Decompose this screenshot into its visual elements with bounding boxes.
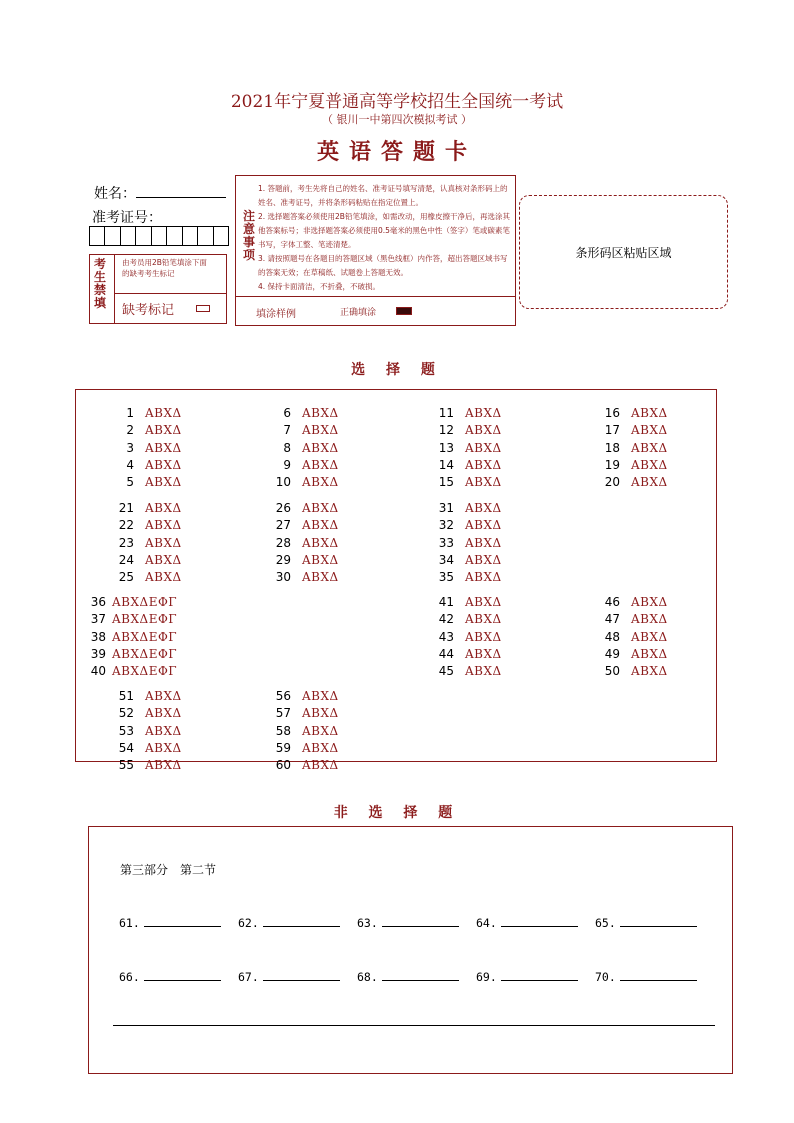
mc-options[interactable]: ΑΒΧΔ <box>631 629 668 644</box>
mc-question-number: 44 <box>438 646 454 661</box>
mc-question-row[interactable] <box>420 611 502 628</box>
mc-question-row[interactable] <box>586 422 668 439</box>
mc-question-row[interactable] <box>100 740 182 757</box>
blank-item[interactable] <box>595 916 697 930</box>
name-label: 姓名： <box>94 185 136 201</box>
mc-question-row[interactable] <box>100 500 182 517</box>
blank-answer-line[interactable] <box>144 917 221 927</box>
mc-question-row[interactable] <box>257 757 339 774</box>
correct-fill-sample <box>396 307 412 315</box>
mc-options[interactable]: ΑΒΧΔ <box>631 595 668 609</box>
absent-note: 由考员用2B铅笔填涂下面的缺考考生标记 <box>122 258 207 278</box>
mc-options[interactable]: ΑΒΧΔΕΦΓ <box>112 664 178 679</box>
blank-item[interactable] <box>357 916 459 930</box>
mc-question-number: 34 <box>438 552 454 567</box>
mc-options[interactable]: ΑΒΧΔ <box>631 423 668 438</box>
mc-question-number: 22 <box>118 518 134 533</box>
mc-question-row[interactable] <box>257 535 339 552</box>
blank-number: 61. <box>119 916 140 930</box>
mc-question-number: 31 <box>438 501 454 515</box>
blank-item[interactable] <box>357 970 459 984</box>
mc-question-number: 20 <box>604 475 620 490</box>
mc-question-number: 56 <box>275 689 291 703</box>
mc-options[interactable]: ΑΒΧΔ <box>145 501 182 515</box>
mc-question-number: 33 <box>438 535 454 550</box>
exam-subtitle: （ 银川一中第四次模拟考试 ） <box>322 113 472 126</box>
mc-question-row[interactable] <box>257 457 339 474</box>
mc-question-row[interactable] <box>64 594 177 611</box>
mc-question-row[interactable] <box>64 646 177 663</box>
mc-question-number: 52 <box>118 706 134 721</box>
mc-options[interactable]: ΑΒΧΔ <box>465 518 502 533</box>
mc-question-row[interactable] <box>100 457 182 474</box>
mc-question-number: 54 <box>118 740 134 755</box>
mc-options[interactable]: ΑΒΧΔ <box>145 689 182 703</box>
name-field[interactable] <box>136 184 226 198</box>
blank-item[interactable] <box>595 970 697 984</box>
mc-question-number: 32 <box>438 518 454 533</box>
mc-question-number: 2 <box>126 423 134 438</box>
mc-question-number: 60 <box>275 758 291 773</box>
mc-question-row[interactable] <box>257 705 339 722</box>
mc-options[interactable]: ΑΒΧΔ <box>145 552 182 567</box>
fill-by-label: 考生禁填 <box>93 257 106 310</box>
id-digit-box[interactable] <box>167 227 182 245</box>
mc-question-row[interactable] <box>586 663 668 680</box>
mc-options[interactable]: ΑΒΧΔ <box>145 570 182 585</box>
mc-question-row[interactable] <box>586 611 668 628</box>
mc-question-number: 55 <box>118 758 134 773</box>
id-digit-box[interactable] <box>152 227 167 245</box>
blank-answer-line[interactable] <box>620 917 697 927</box>
mc-question-row[interactable] <box>420 569 502 586</box>
mc-question-number: 36 <box>90 595 106 609</box>
blank-number: 70. <box>595 970 616 984</box>
mc-options[interactable]: ΑΒΧΔ <box>302 501 339 515</box>
mc-question-number: 59 <box>275 740 291 755</box>
blank-item[interactable] <box>238 970 340 984</box>
mc-question-number: 53 <box>118 723 134 738</box>
id-number-boxes[interactable] <box>89 226 229 246</box>
mc-question-row[interactable] <box>420 405 502 422</box>
mc-question-row[interactable] <box>420 422 502 439</box>
mc-question-number: 45 <box>438 664 454 679</box>
note-item: 2. 选择题答案必须使用2B铅笔填涂，如需改动，用橡皮擦干净后，再选涂其他答案标号；非选择题答案必须使用0.5毫米的黑色中性（签字）笔或碳素笔书写，字体工整、笔迹清楚。 <box>258 212 510 249</box>
mc-options[interactable]: ΑΒΧΔ <box>302 535 339 550</box>
blank-answer-line[interactable] <box>501 917 578 927</box>
notes-heading: 注意事项 <box>242 209 255 262</box>
id-digit-box[interactable] <box>198 227 213 245</box>
mc-question-row[interactable] <box>257 688 339 705</box>
mc-options[interactable]: ΑΒΧΔ <box>302 758 339 773</box>
mc-question-number: 14 <box>438 457 454 472</box>
mc-question-number: 51 <box>118 689 134 703</box>
nmc-section-title: 非 选 择 题 <box>333 805 461 821</box>
blank-item[interactable] <box>119 916 221 930</box>
mc-question-number: 10 <box>275 475 291 490</box>
mc-options[interactable]: ΑΒΧΔ <box>465 406 502 420</box>
mc-question-row[interactable] <box>257 517 339 534</box>
mc-question-number: 21 <box>118 501 134 515</box>
mc-options[interactable]: ΑΒΧΔ <box>302 423 339 438</box>
mc-options[interactable]: ΑΒΧΔ <box>145 475 182 490</box>
barcode-label: 条形码区粘贴区域 <box>575 245 672 260</box>
mc-question-row[interactable] <box>257 740 339 757</box>
writing-line[interactable] <box>113 1025 715 1026</box>
mc-question-row[interactable] <box>64 663 177 680</box>
mc-options[interactable]: ΑΒΧΔ <box>631 612 668 627</box>
mc-question-number: 3 <box>126 440 134 455</box>
mc-question-number: 27 <box>275 518 291 533</box>
card-title: 英语答题卡 <box>316 139 477 165</box>
mc-options[interactable]: ΑΒΧΔ <box>465 457 502 472</box>
mc-question-row[interactable] <box>420 663 502 680</box>
mc-options[interactable]: ΑΒΧΔ <box>465 629 502 644</box>
blank-number: 63. <box>357 916 378 930</box>
mc-options[interactable]: ΑΒΧΔ <box>465 440 502 455</box>
notes-box <box>235 175 516 326</box>
mc-question-number: 9 <box>283 457 291 472</box>
mc-question-number: 39 <box>90 646 106 661</box>
mc-options[interactable]: ΑΒΧΔ <box>145 457 182 472</box>
mc-question-row[interactable] <box>420 535 502 552</box>
mc-question-number: 25 <box>118 570 134 585</box>
note-item: 1. 答题前，考生先将自己的姓名、准考证号填写清楚，认真核对条形码上的姓名、准考证号，并将条形码粘贴在指定位置上。 <box>258 184 508 207</box>
mc-question-row[interactable] <box>100 705 182 722</box>
blank-answer-line[interactable] <box>501 971 578 981</box>
mc-question-number: 23 <box>118 535 134 550</box>
blank-answer-line[interactable] <box>620 971 697 981</box>
mc-question-number: 5 <box>126 475 134 490</box>
mc-options[interactable]: ΑΒΧΔ <box>145 758 182 773</box>
mc-question-number: 26 <box>275 501 291 515</box>
mc-question-row[interactable] <box>420 629 502 646</box>
note-item: 3. 请按照题号在各题目的答题区域（黑色线框）内作答，超出答题区域书写的答案无效；在草稿纸、试题卷上答题无效。 <box>258 254 508 277</box>
mc-question-row[interactable] <box>100 552 182 569</box>
mc-question-number: 49 <box>604 646 620 661</box>
mc-question-number: 28 <box>275 535 291 550</box>
mc-question-row[interactable] <box>100 517 182 534</box>
mc-options[interactable]: ΑΒΧΔ <box>145 406 182 420</box>
mc-options[interactable]: ΑΒΧΔ <box>465 570 502 585</box>
mc-options[interactable]: ΑΒΧΔ <box>465 552 502 567</box>
mc-question-row[interactable] <box>100 440 182 457</box>
mc-question-number: 6 <box>283 406 291 420</box>
mc-options[interactable]: ΑΒΧΔ <box>302 552 339 567</box>
mc-question-row[interactable] <box>100 569 182 586</box>
mc-question-row[interactable] <box>586 629 668 646</box>
blank-answer-line[interactable] <box>382 971 459 981</box>
mc-question-row[interactable] <box>64 629 177 646</box>
id-digit-box[interactable] <box>90 227 105 245</box>
mc-options[interactable]: ΑΒΧΔΕΦΓ <box>112 595 178 609</box>
blank-answer-line[interactable] <box>263 917 340 927</box>
blank-number: 64. <box>476 916 497 930</box>
mc-question-number: 43 <box>438 629 454 644</box>
mc-question-number: 47 <box>604 612 620 627</box>
mc-options[interactable]: ΑΒΧΔ <box>631 664 668 679</box>
mc-options[interactable]: ΑΒΧΔΕΦΓ <box>112 612 178 627</box>
part-label: 第三部分 第二节 <box>120 863 217 877</box>
mc-question-number: 12 <box>438 423 454 438</box>
mc-options[interactable]: ΑΒΧΔ <box>145 518 182 533</box>
mc-question-row[interactable] <box>586 457 668 474</box>
mc-question-number: 13 <box>438 440 454 455</box>
correct-label: 正确填涂 <box>340 308 377 318</box>
mc-question-row[interactable] <box>586 440 668 457</box>
mc-options[interactable]: ΑΒΧΔ <box>465 535 502 550</box>
mc-options[interactable]: ΑΒΧΔ <box>302 740 339 755</box>
mc-options[interactable]: ΑΒΧΔ <box>465 646 502 661</box>
mc-question-row[interactable] <box>420 474 502 491</box>
mc-options[interactable]: ΑΒΧΔ <box>302 706 339 721</box>
mc-question-number: 16 <box>604 406 620 420</box>
mc-question-row[interactable] <box>257 440 339 457</box>
id-digit-box[interactable] <box>136 227 151 245</box>
mc-options[interactable]: ΑΒΧΔ <box>302 518 339 533</box>
mc-options[interactable]: ΑΒΧΔ <box>465 423 502 438</box>
mc-question-number: 38 <box>90 629 106 644</box>
id-label: 准考证号： <box>92 209 162 225</box>
mc-question-row[interactable] <box>420 594 502 611</box>
mc-question-row[interactable] <box>257 474 339 491</box>
blank-item[interactable] <box>238 916 340 930</box>
mc-question-row[interactable] <box>64 611 177 628</box>
mc-question-number: 42 <box>438 612 454 627</box>
mc-options[interactable]: ΑΒΧΔ <box>302 406 339 420</box>
mc-options[interactable]: ΑΒΧΔ <box>302 475 339 490</box>
mc-options[interactable]: ΑΒΧΔ <box>145 535 182 550</box>
mc-question-number: 30 <box>275 570 291 585</box>
mc-options[interactable]: ΑΒΧΔ <box>631 475 668 490</box>
mc-question-number: 41 <box>438 595 454 609</box>
mc-options[interactable]: ΑΒΧΔ <box>145 740 182 755</box>
notes-list <box>258 182 510 292</box>
id-digit-box[interactable] <box>121 227 136 245</box>
absent-box <box>89 254 227 324</box>
mc-question-row[interactable] <box>257 405 339 422</box>
mc-question-number: 8 <box>283 440 291 455</box>
mc-question-number: 37 <box>90 612 106 627</box>
blank-item[interactable] <box>119 970 221 984</box>
mc-options[interactable]: ΑΒΧΔ <box>465 595 502 609</box>
absent-mark-box[interactable] <box>196 305 210 312</box>
mc-options[interactable]: ΑΒΧΔΕΦΓ <box>112 629 178 644</box>
blank-item[interactable] <box>476 916 578 930</box>
mc-options[interactable]: ΑΒΧΔ <box>631 406 668 420</box>
mc-question-number: 40 <box>90 664 106 679</box>
blank-number: 69. <box>476 970 497 984</box>
id-digit-box[interactable] <box>214 227 228 245</box>
mc-question-number: 7 <box>283 423 291 438</box>
mc-options[interactable]: ΑΒΧΔ <box>302 457 339 472</box>
mc-question-row[interactable] <box>257 422 339 439</box>
blank-number: 68. <box>357 970 378 984</box>
id-digit-box[interactable] <box>105 227 120 245</box>
mc-options[interactable]: ΑΒΧΔ <box>465 475 502 490</box>
mc-question-row[interactable] <box>100 723 182 740</box>
mc-question-number: 19 <box>604 457 620 472</box>
blank-answer-line[interactable] <box>263 971 340 981</box>
mc-options[interactable]: ΑΒΧΔ <box>302 570 339 585</box>
absent-mark-label: 缺考标记 <box>122 303 175 318</box>
mc-question-row[interactable] <box>100 422 182 439</box>
mc-options[interactable]: ΑΒΧΔ <box>145 723 182 738</box>
mc-question-number: 1 <box>126 406 134 420</box>
blank-number: 62. <box>238 916 259 930</box>
mc-question-number: 35 <box>438 570 454 585</box>
mc-question-row[interactable] <box>257 500 339 517</box>
mc-question-number: 46 <box>604 595 620 609</box>
mc-question-row[interactable] <box>420 440 502 457</box>
mc-question-row[interactable] <box>100 474 182 491</box>
mc-question-row[interactable] <box>420 500 502 517</box>
blank-answer-line[interactable] <box>382 917 459 927</box>
mc-options[interactable]: ΑΒΧΔ <box>302 689 339 703</box>
mc-options[interactable]: ΑΒΧΔ <box>145 440 182 455</box>
mc-options[interactable]: ΑΒΧΔ <box>631 646 668 661</box>
mc-options[interactable]: ΑΒΧΔ <box>145 706 182 721</box>
mc-question-number: 4 <box>126 457 134 472</box>
mc-options[interactable]: ΑΒΧΔ <box>631 457 668 472</box>
mc-options[interactable]: ΑΒΧΔ <box>465 612 502 627</box>
mc-question-row[interactable] <box>420 517 502 534</box>
mc-question-row[interactable] <box>420 552 502 569</box>
blank-number: 65. <box>595 916 616 930</box>
mc-question-row[interactable] <box>257 552 339 569</box>
barcode-area[interactable] <box>519 195 728 309</box>
mc-question-number: 15 <box>438 475 454 490</box>
mc-question-row[interactable] <box>420 457 502 474</box>
mc-question-number: 58 <box>275 723 291 738</box>
mc-question-row[interactable] <box>420 646 502 663</box>
mc-options[interactable]: ΑΒΧΔΕΦΓ <box>112 646 178 661</box>
mc-question-number: 24 <box>118 552 134 567</box>
mc-options[interactable]: ΑΒΧΔ <box>465 501 502 515</box>
mc-options[interactable]: ΑΒΧΔ <box>302 723 339 738</box>
mc-question-number: 57 <box>275 706 291 721</box>
blank-number: 67. <box>238 970 259 984</box>
mc-section-title: 选 择 题 <box>351 362 443 378</box>
mc-question-row[interactable] <box>586 405 668 422</box>
mc-question-row[interactable] <box>100 535 182 552</box>
mc-question-row[interactable] <box>100 757 182 774</box>
exam-title: 2021年宁夏普通高等学校招生全国统一考试 <box>230 92 564 112</box>
mc-question-number: 17 <box>604 423 620 438</box>
mc-options[interactable]: ΑΒΧΔ <box>631 440 668 455</box>
blank-item[interactable] <box>476 970 578 984</box>
mc-question-row[interactable] <box>257 723 339 740</box>
mc-question-number: 18 <box>604 440 620 455</box>
mc-options[interactable]: ΑΒΧΔ <box>145 423 182 438</box>
nmc-answer-box <box>88 826 733 1074</box>
mc-question-number: 48 <box>604 629 620 644</box>
mc-question-row[interactable] <box>257 569 339 586</box>
sample-label: 填涂样例 <box>256 309 296 320</box>
mc-question-row[interactable] <box>586 594 668 611</box>
mc-question-row[interactable] <box>100 405 182 422</box>
mc-question-row[interactable] <box>586 474 668 491</box>
id-digit-box[interactable] <box>183 227 198 245</box>
mc-question-number: 29 <box>275 552 291 567</box>
mc-question-number: 50 <box>604 664 620 679</box>
mc-question-number: 11 <box>438 406 454 420</box>
blank-number: 66. <box>119 970 140 984</box>
mc-question-row[interactable] <box>100 688 182 705</box>
mc-options[interactable]: ΑΒΧΔ <box>302 440 339 455</box>
blank-answer-line[interactable] <box>144 971 221 981</box>
mc-question-row[interactable] <box>586 646 668 663</box>
note-item: 4. 保持卡面清洁，不折叠，不破损。 <box>258 282 381 291</box>
mc-options[interactable]: ΑΒΧΔ <box>465 664 502 679</box>
